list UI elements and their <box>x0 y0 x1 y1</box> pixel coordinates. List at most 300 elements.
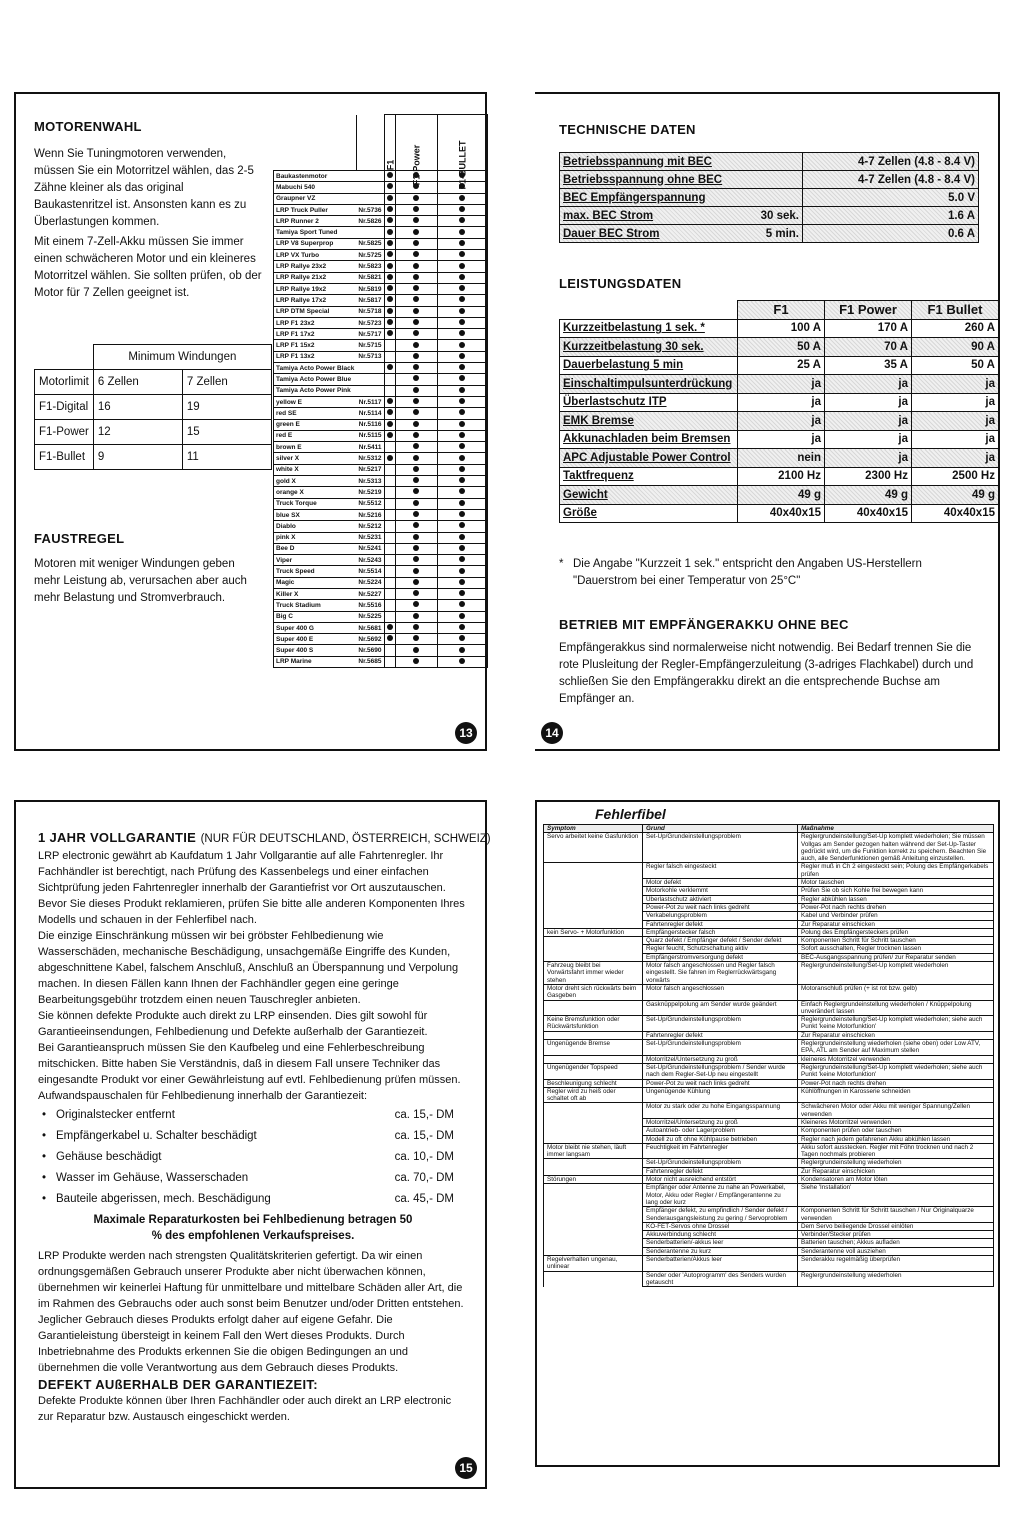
windings-cell: F1-Bullet <box>35 445 94 470</box>
tech-duration: 5 min. <box>756 225 803 243</box>
compat-dot-icon <box>413 387 419 393</box>
fehler-symptom: Ungenügende Bremse <box>544 1040 643 1056</box>
fehler-grund: Ungenügende Kühlung <box>643 1087 798 1103</box>
compat-dot-icon <box>459 624 465 630</box>
motor-row <box>274 498 488 509</box>
windings-col-0: Motorlimit <box>35 370 94 395</box>
motor-number: Nr.5115 <box>356 430 384 441</box>
compat-cell <box>437 272 487 283</box>
fehler-grund: Motorkohle verklemmt <box>643 887 798 895</box>
tech-row <box>560 225 979 243</box>
compat-dot-icon <box>413 455 419 461</box>
compat-dot-icon <box>459 635 465 641</box>
perf-row <box>560 338 999 357</box>
compat-cell <box>437 216 487 227</box>
compat-cell <box>396 509 438 520</box>
compat-cell <box>437 577 487 588</box>
fehler-massnahme: Prüfen Sie ob sich Kohle frei bewegen kann <box>798 887 994 895</box>
compat-cell <box>384 385 396 396</box>
motor-name: Tamiya Acto Power Black <box>274 363 357 374</box>
fehler-massnahme: Zur Reparatur einschicken <box>798 1167 994 1175</box>
fee-item <box>38 1149 468 1170</box>
compat-dot-icon <box>413 443 419 449</box>
perf-value: 50 A <box>738 338 825 357</box>
compat-cell <box>384 656 396 667</box>
compat-dot-icon <box>459 647 465 653</box>
fehler-symptom <box>544 912 643 920</box>
motor-number: Nr.5117 <box>356 396 384 407</box>
fehler-symptom <box>544 937 643 945</box>
fehler-grund: Motorritzel/Untersetzung zu groß <box>643 1055 798 1063</box>
compat-cell <box>396 385 438 396</box>
compat-cell <box>396 261 438 272</box>
fehler-grund: Fahrtenregler defekt <box>643 1167 798 1175</box>
compat-dot-icon <box>387 432 393 438</box>
compat-dot-icon <box>413 658 419 664</box>
perf-col: F1 <box>738 301 825 320</box>
page-16-panel <box>535 800 1000 1467</box>
compat-cell <box>437 509 487 520</box>
compat-cell <box>396 588 438 599</box>
motor-number <box>356 374 384 385</box>
windings-row <box>35 395 272 420</box>
motor-row <box>274 295 488 306</box>
compat-dot-icon <box>387 398 393 404</box>
compat-cell <box>437 227 487 238</box>
compat-cell <box>396 442 438 453</box>
compat-dot-icon <box>413 398 419 404</box>
motor-number: Nr.5825 <box>356 238 384 249</box>
compat-dot-icon <box>459 488 465 494</box>
perf-row <box>560 504 999 523</box>
motor-number: Nr.5216 <box>356 509 384 520</box>
tech-value: 4-7 Zellen (4.8 - 8.4 V) <box>803 153 979 171</box>
fehler-grund: Fahrtenregler defekt <box>643 1031 798 1039</box>
windings-row <box>35 420 272 445</box>
fehler-row <box>544 1247 994 1255</box>
motor-number: Nr.5713 <box>356 351 384 362</box>
fee-item <box>38 1128 468 1149</box>
fehler-grund: Überlastschutz aktiviert <box>643 895 798 903</box>
fehler-row <box>544 1000 994 1016</box>
motor-row <box>274 261 488 272</box>
fehlerfibel-table <box>543 824 994 1287</box>
motor-row <box>274 329 488 340</box>
compat-dot-icon <box>459 511 465 517</box>
fehler-massnahme: Reglergrundeinstellung wiederholen <box>798 1159 994 1167</box>
compat-dot-icon <box>387 263 393 269</box>
fee-label: Originalstecker entfernt <box>56 1109 175 1121</box>
perf-value: ja <box>912 375 999 394</box>
fehler-massnahme: Senderantenne voll ausziehen <box>798 1247 994 1255</box>
compat-dot-icon <box>387 308 393 314</box>
motor-number <box>356 193 384 204</box>
garantie-para-4: Sie können defekte Produkte auch direkt zu LRP einsenden. Dies gilt sowohl für Garantieeinsendungen, Fehlbedienung und Defekte außerhalb der Garantiezeit. <box>38 1010 428 1038</box>
windings-cell: 19 <box>182 395 271 420</box>
compat-cell <box>396 250 438 261</box>
compat-cell <box>437 363 487 374</box>
compat-cell <box>437 543 487 554</box>
compat-cell <box>437 464 487 475</box>
motor-row <box>274 622 488 633</box>
fehler-symptom: kein Servo- + Motorfunktion <box>544 928 643 936</box>
perf-title: LEISTUNGSDATEN <box>559 276 682 291</box>
motor-row <box>274 600 488 611</box>
motor-row <box>274 193 488 204</box>
compat-dot-icon <box>387 330 393 336</box>
fehler-massnahme: Siehe 'Installation' <box>798 1184 994 1207</box>
motor-number: Nr.5718 <box>356 306 384 317</box>
motor-row <box>274 566 488 577</box>
fehler-symptom <box>544 920 643 928</box>
fehler-grund: Set-Up/Grundeinstellungsproblem <box>643 1159 798 1167</box>
tech-value: 5.0 V <box>803 189 979 207</box>
motor-number: Nr.5212 <box>356 521 384 532</box>
motor-row <box>274 363 488 374</box>
tech-table <box>559 152 979 243</box>
compat-dot-icon <box>459 195 465 201</box>
tech-label: BEC Empfängerspannung <box>560 189 757 207</box>
page-number-15: 15 <box>455 1457 477 1479</box>
compat-dot-icon <box>413 217 419 223</box>
fehler-row <box>544 928 994 936</box>
fehler-symptom <box>544 895 643 903</box>
motor-name: Super 400 S <box>274 645 357 656</box>
fee-price: ca. 45,- DM <box>394 1193 454 1205</box>
compat-cell <box>396 430 438 441</box>
motor-number: Nr.5826 <box>356 216 384 227</box>
garantie-para-5: Bei Garantieanspruch müssen Sie den Kaufbeleg und eine Fehlerbeschreibung mitschicken. Bitte haben Sie Verständnis, daß in diesem Fall unsere Techniker das eingesandte Produkt vor einer Gewährleistung auf evtl. Fehlbedienung prüfen müssen. <box>38 1042 461 1086</box>
compat-cell <box>437 408 487 419</box>
compat-cell <box>384 216 396 227</box>
fehler-row <box>544 912 994 920</box>
motor-number: Nr.5514 <box>356 566 384 577</box>
fehler-row <box>544 984 994 1000</box>
fehler-symptom: Regler wird zu heiß oder schaltet oft ab <box>544 1087 643 1103</box>
motor-name: Tamiya Acto Power Pink <box>274 385 357 396</box>
fehler-symptom: Servo arbeitet keine Gasfunktion <box>544 833 643 863</box>
compat-dot-icon <box>459 432 465 438</box>
compat-dot-icon <box>387 421 393 427</box>
compat-cell <box>437 238 487 249</box>
fehler-symptom <box>544 1207 643 1223</box>
fehler-row <box>544 1087 994 1103</box>
col-f1-power: F1-Power <box>396 115 438 171</box>
fehlerfibel-title: Fehlerfibel <box>595 806 666 822</box>
motor-number: Nr.5817 <box>356 295 384 306</box>
compat-cell <box>437 295 487 306</box>
perf-value: 35 A <box>825 356 912 375</box>
motor-name: LRP Rallye 17x2 <box>274 295 357 306</box>
motor-number: Nr.5512 <box>356 498 384 509</box>
compat-cell <box>437 588 487 599</box>
motor-row <box>274 374 488 385</box>
perf-value: 90 A <box>912 338 999 357</box>
compat-cell <box>437 204 487 215</box>
motor-number: Nr.5227 <box>356 588 384 599</box>
compat-dot-icon <box>459 364 465 370</box>
motor-number: Nr.5692 <box>356 634 384 645</box>
motor-row <box>274 408 488 419</box>
fehler-row <box>544 863 994 879</box>
motor-name: LRP DTM Special <box>274 306 357 317</box>
perf-value: 49 g <box>738 486 825 505</box>
motor-name: Truck Stadium <box>274 600 357 611</box>
fehler-grund: Set-Up/Grundeinstellungsproblem <box>643 1040 798 1056</box>
perf-value: 2300 Hz <box>825 467 912 486</box>
fehler-row <box>544 903 994 911</box>
fehler-symptom <box>544 1127 643 1135</box>
fehler-symptom <box>544 1247 643 1255</box>
windings-cell: 11 <box>182 445 271 470</box>
compat-dot-icon <box>413 500 419 506</box>
compat-cell <box>384 634 396 645</box>
motor-number: Nr.5717 <box>356 329 384 340</box>
tech-row <box>560 153 979 171</box>
motor-name: LRP V8 Superprop <box>274 238 357 249</box>
motor-name: yellow E <box>274 396 357 407</box>
fehler-massnahme: Sofort ausschalten, Regler trocknen lassen <box>798 945 994 953</box>
perf-label: EMK Bremse <box>560 412 738 431</box>
compat-dot-icon <box>459 387 465 393</box>
motorenwahl-intro: Wenn Sie Tuningmotoren verwenden, müssen Sie ein Motorritzel wählen, das 2-5 Zähne kleiner als das original Baukastenritzel ist. Ansonsten kann es zu Überlastungen kommen. <box>34 148 254 228</box>
perf-label: Kurzzeitbelastung 1 sek. * <box>560 319 738 338</box>
motor-name: LRP Rallye 21x2 <box>274 272 357 283</box>
compat-dot-icon <box>387 274 393 280</box>
compat-cell <box>396 622 438 633</box>
fehler-massnahme: kleineres Motorritzel verwenden <box>798 1055 994 1063</box>
motor-name: Diablo <box>274 521 357 532</box>
fehler-massnahme: Senderakku regelmäßig überprüfen <box>798 1256 994 1272</box>
motor-number: Nr.5219 <box>356 487 384 498</box>
fehler-row <box>544 879 994 887</box>
motor-number: Nr.5114 <box>356 408 384 419</box>
motor-name: Graupner VZ <box>274 193 357 204</box>
perf-value: ja <box>912 430 999 449</box>
motor-name: Killer X <box>274 588 357 599</box>
bec-title: BETRIEB MIT EMPFÄNGERAKKU OHNE BEC <box>559 617 849 632</box>
fehler-grund: Autoantrieb- oder Lagerproblem <box>643 1127 798 1135</box>
fee-item <box>38 1191 468 1212</box>
tech-label: Betriebsspannung ohne BEC <box>560 171 757 189</box>
perf-value: ja <box>825 449 912 468</box>
fee-price: ca. 10,- DM <box>394 1151 454 1163</box>
motor-number <box>356 171 384 182</box>
motor-row <box>274 532 488 543</box>
motor-name: Big C <box>274 611 357 622</box>
compat-cell <box>437 250 487 261</box>
fehler-symptom <box>544 863 643 879</box>
motor-name: Baukastenmotor <box>274 171 357 182</box>
motor-name: LRP Truck Puller <box>274 204 357 215</box>
motor-name: red E <box>274 430 357 441</box>
fehler-grund: Gasknüppelpolung am Sender wurde geändert <box>643 1000 798 1016</box>
fehler-grund: Verkabelungsproblem <box>643 912 798 920</box>
compat-cell <box>396 204 438 215</box>
compat-dot-icon <box>459 556 465 562</box>
fehler-massnahme: Polung des Empfängersteckers prüfen <box>798 928 994 936</box>
bec-text: Empfängerakkus sind normalerweise nicht notwendig. Bei Bedarf trennen Sie die rote Plusleitung der Regler-Empfängerzuleitung (3-adriges Flachkabel) durch und schließen Sie den Empfängerakku direkt an die entsprechende Buchse am Empfänger an. <box>559 642 974 705</box>
fehler-grund: Motorritzel/Untersetzung zu groß <box>643 1118 798 1126</box>
fehler-row <box>544 962 994 985</box>
compat-dot-icon <box>413 556 419 562</box>
compat-cell <box>396 419 438 430</box>
compat-cell <box>396 521 438 532</box>
perf-value: ja <box>738 412 825 431</box>
fehler-symptom <box>544 945 643 953</box>
compat-cell <box>437 498 487 509</box>
motor-name: white X <box>274 464 357 475</box>
tech-value: 4-7 Zellen (4.8 - 8.4 V) <box>803 171 979 189</box>
compat-dot-icon <box>459 353 465 359</box>
compat-dot-icon <box>387 195 393 201</box>
motor-number: Nr.5217 <box>356 464 384 475</box>
compat-dot-icon <box>459 319 465 325</box>
motor-number: Nr.5685 <box>356 656 384 667</box>
perf-value: 50 A <box>912 356 999 375</box>
defekt-title: DEFEKT AUßERHALB DER GARANTIEZEIT: <box>38 1377 318 1392</box>
compat-dot-icon <box>459 545 465 551</box>
compat-cell <box>396 351 438 362</box>
motor-name: LRP Rallye 23x2 <box>274 261 357 272</box>
compat-cell <box>437 306 487 317</box>
motor-name: brown E <box>274 442 357 453</box>
motor-row <box>274 430 488 441</box>
windings-col-1: 6 Zellen <box>93 370 182 395</box>
fehler-grund: Motor falsch angeschlossen <box>643 984 798 1000</box>
compat-cell <box>384 329 396 340</box>
compat-cell <box>396 227 438 238</box>
perf-row <box>560 430 999 449</box>
fehler-massnahme: Regler muß in Ch 2 eingesteckt sein; Polung des Empfängerkabels prüfen <box>798 863 994 879</box>
fehler-grund: Sender oder 'Autoprogramm' des Senders wurden getauscht <box>643 1271 798 1287</box>
motor-row <box>274 645 488 656</box>
fehler-row <box>544 1079 994 1087</box>
windings-header: Minimum Windungen <box>93 345 271 370</box>
compat-cell <box>384 430 396 441</box>
fehler-row <box>544 895 994 903</box>
compat-cell <box>396 543 438 554</box>
motor-row <box>274 453 488 464</box>
motor-row <box>274 509 488 520</box>
fehler-massnahme: Kabel und Verbinder prüfen <box>798 912 994 920</box>
motor-row <box>274 306 488 317</box>
garantie-title: 1 JAHR VOLLGARANTIE <box>38 830 197 845</box>
compat-cell <box>384 351 396 362</box>
compat-dot-icon <box>387 285 393 291</box>
perf-label: Überlastschutz ITP <box>560 393 738 412</box>
compat-cell <box>384 622 396 633</box>
fehler-massnahme: Reglergrundeinstellung wiederholen (siehe oben) oder Low ATV, EPA, ATL am Sender auf Maximum stellen <box>798 1040 994 1056</box>
compat-dot-icon <box>413 601 419 607</box>
perf-value: 40x40x15 <box>825 504 912 523</box>
compat-dot-icon <box>459 308 465 314</box>
fee-list <box>38 1107 468 1212</box>
motor-number: Nr.5723 <box>356 317 384 328</box>
fehler-symptom <box>544 1167 643 1175</box>
motor-row <box>274 588 488 599</box>
motor-number: Nr.5225 <box>356 611 384 622</box>
compat-cell <box>384 227 396 238</box>
fehler-symptom: Beschleunigung schlecht <box>544 1079 643 1087</box>
faustregel-text: Motoren mit weniger Windungen geben mehr Leistung ab, verursachen aber auch mehr Belastung und Stromverbrauch. <box>34 558 247 604</box>
compat-dot-icon <box>413 319 419 325</box>
compat-dot-icon <box>413 590 419 596</box>
compat-cell <box>384 374 396 385</box>
windings-cell: 16 <box>93 395 182 420</box>
fehler-massnahme: Motoranschluß prüfen (+ ist rot bzw. gelb) <box>798 984 994 1000</box>
tech-label: Betriebsspannung mit BEC <box>560 153 757 171</box>
perf-label: Kurzzeitbelastung 30 sek. <box>560 338 738 357</box>
fehler-massnahme: Einfach Reglergrundeinstellung wiederholen / Knüppelpolung unverändert lassen <box>798 1000 994 1016</box>
fehler-grund: Set-Up/Grundeinstellungsproblem / Sender wurde nach dem Regler-Set-Up neu eingestellt <box>643 1063 798 1079</box>
compat-cell <box>437 532 487 543</box>
fehler-grund: Akkuverbindung schlecht <box>643 1231 798 1239</box>
fehler-symptom: Ungenügender Topspeed <box>544 1063 643 1079</box>
fehler-row <box>544 1118 994 1126</box>
fehler-grund: Empfänger oder Antenne zu nahe an Powerkabel, Motor, Akku oder Regler / Empfängerantenne zu lang oder kurz <box>643 1184 798 1207</box>
fehler-row <box>544 1135 994 1143</box>
fehler-row <box>544 1103 994 1119</box>
col-grund: Grund <box>643 825 798 833</box>
fehler-row <box>544 887 994 895</box>
motor-number <box>356 182 384 193</box>
compat-cell <box>396 272 438 283</box>
compat-cell <box>437 453 487 464</box>
motor-row <box>274 182 488 193</box>
motor-number: Nr.5411 <box>356 442 384 453</box>
motor-name: LRP F1 13x2 <box>274 351 357 362</box>
tech-duration <box>756 171 803 189</box>
compat-cell <box>384 566 396 577</box>
fehler-grund: Motor zu stark oder zu hohe Eingangsspannung <box>643 1103 798 1119</box>
fehler-massnahme: Regler abkühlen lassen <box>798 895 994 903</box>
fehler-row <box>544 1127 994 1135</box>
fehler-symptom <box>544 1055 643 1063</box>
fehler-grund: Senderbatterien/-akkus leer <box>643 1239 798 1247</box>
fehler-grund: Motor nicht ausreichend entstört <box>643 1176 798 1184</box>
compat-dot-icon <box>413 534 419 540</box>
fehler-grund: Quarz defekt / Empfänger defekt / Sender defekt <box>643 937 798 945</box>
motor-name: LRP Rallye 19x2 <box>274 283 357 294</box>
compat-dot-icon <box>459 330 465 336</box>
perf-value: 2100 Hz <box>738 467 825 486</box>
fehler-grund: Empfänger defekt, zu empfindlich / Sender defekt / Senderausgangsleistung zu gering / Servoproblem <box>643 1207 798 1223</box>
compat-dot-icon <box>459 500 465 506</box>
compat-cell <box>384 476 396 487</box>
compat-dot-icon <box>459 240 465 246</box>
page-13-panel <box>14 92 487 751</box>
tech-duration <box>756 153 803 171</box>
tech-duration <box>756 189 803 207</box>
motor-row <box>274 464 488 475</box>
fehler-grund: Set-Up/Grundeinstellungsproblem <box>643 1016 798 1032</box>
compat-cell <box>384 464 396 475</box>
fehler-massnahme: Schwächeren Motor oder Akku mit weniger Spannung/Zellen verwenden <box>798 1103 994 1119</box>
motor-row <box>274 442 488 453</box>
perf-value: 2500 Hz <box>912 467 999 486</box>
compat-dot-icon <box>413 285 419 291</box>
compat-cell <box>437 645 487 656</box>
compat-dot-icon <box>413 263 419 269</box>
compat-dot-icon <box>459 534 465 540</box>
fehler-grund: Empfängerstromversorgung defekt <box>643 953 798 961</box>
fehler-symptom <box>544 953 643 961</box>
compat-cell <box>396 487 438 498</box>
perf-row <box>560 412 999 431</box>
compat-cell <box>437 374 487 385</box>
compat-dot-icon <box>413 624 419 630</box>
